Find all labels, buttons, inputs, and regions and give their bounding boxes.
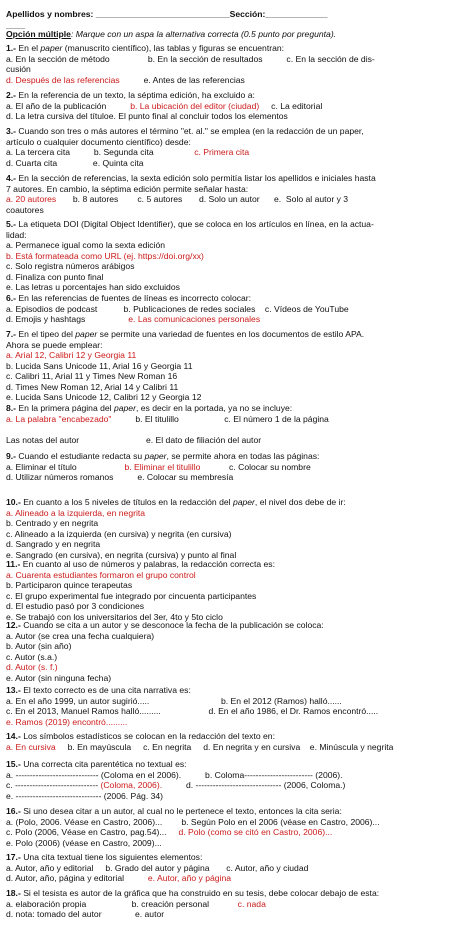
text-segment: Una correcta cita parentética no textual es: — [23, 759, 187, 769]
instruction-text: : Marque con un aspa la alternativa correcta (0.5 punto por pregunta). — [70, 29, 337, 39]
correct-answer: b. Está formateada como URL (ej. https://doi.org/xx) — [6, 250, 204, 261]
correct-answer: d. Después de las referencias — [6, 74, 120, 85]
answer-option-line[interactable] — [6, 529, 231, 539]
text-segment: lidad: — [6, 229, 27, 240]
answer-option-line[interactable] — [6, 570, 196, 580]
answer-option-line[interactable] — [6, 508, 145, 518]
correct-answer: a. Alineado a la izquierda, en negrita — [6, 507, 146, 518]
question-number: 14.- — [6, 731, 24, 741]
answer-option-line[interactable] — [6, 742, 393, 752]
question-text — [6, 403, 292, 413]
correct-answer: a. Arial 12, Calibri 12 y Georgia 11 — [6, 350, 137, 360]
question-text — [6, 173, 376, 183]
text-segment: e. Sangrado (en cursiva), en negrita (cursiva) y punto al final — [6, 549, 237, 560]
text-segment: b. Autor (sin año) — [6, 641, 72, 651]
text-segment: d. La letra cursiva del títuloe. El punto final al concluir todos los elementos — [6, 111, 288, 121]
answer-option-line[interactable] — [6, 414, 329, 424]
text-segment: paper — [144, 451, 167, 461]
question-text — [6, 888, 379, 898]
answer-option-line[interactable] — [6, 662, 58, 672]
text-segment: e. Las letras u porcentajes han sido excluidos — [6, 282, 180, 292]
question-text — [6, 43, 284, 53]
text-segment: Los símbolos estadísticos se colocan en la redacción del texto en: — [23, 731, 275, 741]
question-number: 2.- — [6, 90, 19, 100]
question-text — [6, 731, 275, 741]
text-segment: En el tipeo del — [18, 329, 76, 339]
answer-option-line[interactable] — [6, 261, 135, 271]
text-segment: paper — [75, 329, 98, 339]
answer-option-line[interactable] — [6, 631, 154, 641]
question-number: 10.- — [6, 497, 24, 507]
question-number: 6.- — [6, 293, 19, 303]
correct-answer: e. Ramos (2019) encontró......... — [6, 716, 128, 727]
question-text — [6, 329, 364, 339]
text-segment: En el — [18, 43, 41, 53]
text-segment: c. Polo (2006, Véase en Castro, pag.54)... — [6, 827, 179, 837]
text-segment: El texto correcto es de una cita narrativa es: — [23, 685, 191, 695]
text-segment: e. Antes de las referencias — [119, 74, 245, 85]
answer-option-line[interactable] — [6, 591, 256, 601]
text-segment: c. Solo registra números arábigos — [6, 261, 135, 271]
answer-option-line[interactable] — [6, 240, 165, 250]
answer-option-line[interactable] — [6, 601, 144, 611]
text-segment: Una cita textual tiene los siguientes elementos: — [23, 852, 203, 862]
text-segment: c. En el 2013, Manuel Ramos halló......... d. En el año 1986, el Dr. Ramos encontró..... — [6, 706, 379, 716]
question-number: 16.- — [6, 806, 24, 816]
question-text — [6, 219, 374, 229]
text-segment: d. nota: tomado del autor e. autor — [6, 909, 165, 919]
answer-option-line[interactable] — [6, 314, 260, 324]
question-text — [6, 126, 364, 136]
text-segment: , el nivel dos debe de ir: — [254, 497, 346, 507]
text-segment: a. El año de la publicación — [6, 100, 131, 111]
text-segment: En la primera página del — [18, 403, 114, 413]
answer-option-line[interactable] — [6, 673, 111, 683]
answer-option-line[interactable] — [6, 539, 100, 549]
text-segment: e. Se trabajó con los universitarios del 3er, 4to y 5to ciclo — [6, 611, 223, 622]
text-segment: b. Lucida Sans Unicode 11, Arial 16 y Georgia 11 — [6, 360, 193, 371]
answer-option-line[interactable] — [6, 64, 31, 74]
text-segment: cusión — [6, 64, 31, 74]
text-segment: Si uno desea citar a un autor, al cual no le pertenece el texto, entonces la cita seria: — [23, 806, 342, 816]
correct-answer: a. En cursiva — [6, 741, 56, 752]
text-segment: Las notas del autor e. El dato de filiación del autor — [6, 434, 262, 445]
question-text — [6, 759, 187, 769]
text-segment: d. Cuarta cita e. Quinta cita — [6, 157, 144, 168]
answer-option-line[interactable] — [6, 382, 178, 392]
text-segment: d. Sangrado y en negrita — [6, 539, 101, 549]
answer-option-line[interactable] — [6, 137, 191, 147]
correct-answer: b. Eliminar el titulillo — [124, 461, 201, 472]
answer-option-line[interactable] — [6, 462, 311, 472]
answer-option-line[interactable] — [6, 101, 322, 111]
question-number: 3.- — [6, 126, 19, 136]
question-text — [6, 293, 251, 303]
answer-option-line[interactable] — [6, 205, 44, 215]
question-number: 1.- — [6, 43, 19, 53]
text-segment: a. En el año 1999, un autor sugirió..... b. En el 2012 (Ramos) halló...... — [6, 695, 342, 706]
answer-option-line[interactable] — [6, 230, 27, 240]
question-text — [6, 559, 275, 569]
correct-answer: d. Autor (s. f.) — [6, 662, 58, 672]
question-text — [6, 852, 202, 862]
text-segment: b. En mayúscula c. En negrita d. En negrita y en cursiva e. Minúscula y negrita — [55, 741, 394, 752]
text-segment: e. Lucida Sans Unicode 12, Calibri 12 y Georgia 12 — [6, 392, 202, 402]
text-segment: c. El grupo experimental fue integrado por cincuenta participantes — [6, 590, 257, 601]
question-number: 17.- — [6, 852, 24, 862]
text-segment: d. Emojis y hashtags — [6, 314, 129, 324]
text-segment: Cuando se cita a un autor y se desconoce la fecha de la publicación se coloca: — [23, 620, 324, 630]
correct-answer: a. Cuarenta estudiantes formaron el grupo control — [6, 569, 196, 580]
answer-option-line[interactable] — [6, 158, 144, 168]
answer-option-line[interactable] — [6, 350, 136, 360]
answer-option-line[interactable] — [6, 780, 345, 790]
question-text — [6, 497, 346, 507]
text-segment: d. Finaliza con punto final — [6, 271, 104, 282]
text-segment: Ahora se puede emplear: — [6, 339, 103, 350]
text-segment: b. 8 autores c. 5 autores d. Solo un autor e. Solo al autor y 3 — [56, 194, 349, 204]
text-segment: En las referencias de fuentes de líneas es incorrecto colocar: — [18, 293, 252, 303]
text-segment: c. Alineado a la izquierda (en cursiva) y negrita (en cursiva) — [6, 528, 232, 539]
answer-option-line[interactable] — [6, 54, 375, 64]
correct-answer: (Coloma, 2006). — [98, 780, 163, 790]
text-segment: a. La tercera cita b. Segunda cita — [6, 147, 195, 157]
answer-option-line[interactable] — [6, 863, 308, 873]
answer-option-line[interactable] — [6, 827, 332, 837]
text-segment: c. La editorial — [259, 100, 323, 111]
question-number: 18.- — [6, 888, 24, 898]
answer-option-line[interactable] — [6, 550, 236, 560]
text-segment: En cuanto a los 5 niveles de títulos en la redacción del — [23, 497, 233, 507]
answer-option-line[interactable] — [6, 392, 201, 402]
text-segment: 7 autores. En cambio, la séptima edición permite señalar hasta: — [6, 183, 249, 194]
text-segment: c. Colocar su nombre — [200, 461, 311, 472]
question-number: 8.- — [6, 403, 19, 413]
text-segment: paper — [113, 403, 136, 413]
text-segment: La etiqueta DOI (Digital Object Identifier), que se coloca en los artículos en línea, en la actua- — [18, 219, 374, 229]
answer-option-line[interactable] — [6, 652, 57, 662]
instructions — [6, 29, 336, 39]
text-segment: a. elaboración propia b. creación personal — [6, 898, 238, 909]
text-segment: c. ----------------------------- — [6, 780, 99, 790]
correct-answer: e. Autor, año y página — [147, 873, 232, 883]
question-number: 7.- — [6, 329, 19, 339]
answer-option-line[interactable] — [6, 75, 245, 85]
text-segment: a. Autor (se crea una fecha cualquiera) — [6, 630, 155, 641]
answer-option-line[interactable] — [6, 899, 266, 909]
answer-option-line[interactable] — [6, 838, 162, 848]
text-segment: Cuando el estudiante redacta su — [18, 451, 145, 461]
correct-answer: c. Primera cita — [194, 147, 250, 157]
answer-option-line[interactable] — [6, 304, 349, 314]
answer-option-line[interactable] — [6, 696, 342, 706]
text-segment: c. Autor (s.a.) — [6, 651, 58, 662]
text-segment: c. Calibri 11, Arial 11 y Times New Roman 16 — [6, 371, 178, 381]
name-section-field: Apellidos y nombres: ____________________________Sección:_____________ — [6, 9, 328, 19]
text-segment: e. ------------------------------ (2006. Pág. 34) — [6, 790, 164, 801]
question-text — [6, 90, 255, 100]
text-segment: b. El titulillo c. El número 1 de la página — [111, 413, 329, 424]
correct-answer: d. Polo (como se citó en Castro, 2006)... — [178, 827, 333, 837]
answer-option-line[interactable] — [6, 272, 103, 282]
text-segment: e. Polo (2006) (véase en Castro, 2009)... — [6, 837, 162, 848]
answer-option-line[interactable] — [6, 641, 71, 651]
text-segment: d. El estudio pasó por 3 condiciones — [6, 601, 145, 611]
answer-option-line[interactable] — [6, 251, 204, 261]
answer-option-line[interactable] — [6, 580, 132, 590]
answer-option-line[interactable] — [6, 706, 378, 716]
answer-option-line[interactable] — [6, 435, 261, 445]
text-segment: En cuanto al uso de números y palabras, la redacción correcta es: — [22, 559, 275, 569]
text-segment: a. Episodios de podcast b. Publicaciones de redes sociales c. Vídeos de YouTube — [6, 303, 349, 314]
text-segment: En la referencia de un texto, la séptima edición, ha excluido a: — [18, 90, 255, 100]
answer-option-line[interactable] — [6, 791, 163, 801]
answer-option-line[interactable] — [6, 340, 103, 350]
question-number: 4.- — [6, 173, 19, 183]
name-field-continuation: ____ — [6, 20, 26, 30]
text-segment: En la sección de referencias, la sexta edición solo permitía listar los apellidos e iniciales hasta — [18, 173, 376, 183]
text-segment: b. Centrado y en negrita — [6, 518, 99, 528]
question-text — [6, 620, 324, 630]
answer-option-line[interactable] — [6, 472, 233, 482]
text-segment: Cuando son tres o más autores el término "et. al." se emplea (en la redacción de un paper, — [18, 126, 364, 136]
text-segment: paper — [40, 43, 63, 53]
text-segment: Si el tesista es autor de la gráfica que ha construido en su tesis, debe colocar debajo de esta: — [23, 888, 380, 898]
answer-option-line[interactable] — [6, 873, 231, 883]
text-segment: d. ------------------------------ (2006, Coloma.) — [162, 780, 346, 790]
text-segment: se permite una variedad de fuentes en los documentos de estilo APA. — [97, 329, 365, 339]
question-text — [6, 806, 342, 816]
correct-answer: a. 20 autores — [6, 194, 57, 204]
question-number: 13.- — [6, 685, 24, 695]
instruction-title: Opción múltiple — [6, 29, 71, 39]
text-segment: a. (Polo, 2006. Véase en Castro, 2006)... b. Según Polo en el 2006 (véase en Castro, 2006)... — [6, 816, 380, 827]
answer-option-line[interactable] — [6, 518, 98, 528]
text-segment: a. En la sección de método b. En la sección de resultados c. En la sección de dis- — [6, 53, 375, 64]
text-segment: b. Participaron quince terapeutas — [6, 580, 133, 590]
answer-option-line[interactable] — [6, 717, 127, 727]
answer-option-line[interactable] — [6, 282, 180, 292]
text-segment: artículo o cualquier documento científico) desde: — [6, 136, 191, 147]
answer-option-line[interactable] — [6, 817, 380, 827]
correct-answer: b. La ubicación del editor (ciudad) — [130, 100, 260, 111]
text-segment: (manuscrito científico), las tablas y figuras se encuentran: — [62, 43, 285, 53]
question-number: 5.- — [6, 219, 19, 229]
answer-option-line[interactable] — [6, 371, 177, 381]
text-segment: , es decir en la portada, ya no se incluye: — [135, 403, 293, 413]
question-text — [6, 685, 191, 695]
text-segment: d. Utilizar números romanos e. Colocar su membresía — [6, 472, 234, 482]
text-segment: a. Eliminar el título — [6, 461, 125, 472]
text-segment: paper — [232, 497, 255, 507]
question-number: 9.- — [6, 451, 19, 461]
correct-answer: a. La palabra "encabezado" — [6, 413, 112, 424]
correct-answer: c. nada — [237, 898, 266, 909]
text-segment: d. Autor, año, página y editorial — [6, 873, 148, 883]
answer-option-line[interactable] — [6, 184, 248, 194]
text-segment: a. ----------------------------- (Coloma en el 2006). b. Coloma------------------------ (2006). — [6, 769, 343, 780]
correct-answer: e. Las comunicaciones personales — [128, 314, 261, 324]
text-segment: a. Autor, año y editorial b. Grado del autor y página c. Autor, año y ciudad — [6, 862, 309, 873]
question-text — [6, 451, 319, 461]
question-number: 15.- — [6, 759, 24, 769]
text-segment: , se permite ahora en todas las páginas: — [166, 451, 320, 461]
question-number: 12.- — [6, 620, 24, 630]
text-segment: coautores — [6, 204, 44, 215]
answer-option-line[interactable] — [6, 194, 348, 204]
answer-option-line[interactable] — [6, 361, 192, 371]
text-segment: e. Autor (sin ninguna fecha) — [6, 672, 112, 683]
answer-option-line[interactable] — [6, 147, 249, 157]
answer-option-line[interactable] — [6, 111, 288, 121]
question-number: 11.- — [6, 559, 23, 569]
answer-option-line[interactable] — [6, 770, 343, 780]
text-segment: d. Times New Roman 12, Arial 14 y Calibri 11 — [6, 381, 179, 392]
answer-option-line[interactable] — [6, 909, 164, 919]
text-segment: a. Permanece igual como la sexta edición — [6, 240, 166, 250]
